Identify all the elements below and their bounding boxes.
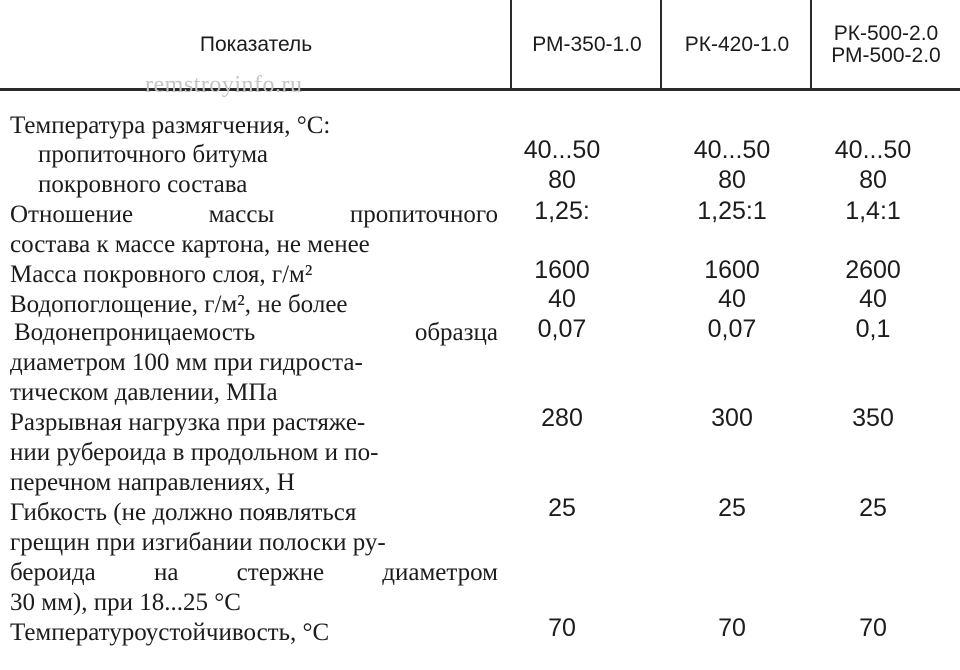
value-cell: 1,4:1 — [845, 197, 901, 225]
value-cell: 280 — [541, 404, 583, 432]
value-cell: 70 — [548, 614, 576, 642]
text: Водонепроницаемость — [14, 319, 256, 346]
row-impermeability-line2: диаметром 100 мм при гидроста- — [10, 349, 363, 376]
row-mass-ratio-line1 — [10, 200, 498, 230]
value-cell: 70 — [718, 614, 746, 642]
text: бероида — [10, 559, 96, 586]
row-impermeability-line3: тическом давлении, МПа — [10, 379, 278, 406]
text: Отношение — [10, 201, 134, 228]
value-cell: 40...50 — [523, 136, 601, 164]
row-coating-compound: покровного состава — [38, 171, 248, 198]
row-flex-line4: 30 мм), при 18...25 °С — [10, 589, 241, 616]
value-cell: 0,07 — [707, 315, 757, 343]
value-cell: 80 — [548, 166, 576, 194]
value-cell: 40 — [718, 285, 746, 313]
row-heat-resistance: Температуроустойчивость, °С — [10, 619, 330, 646]
value-cell: 0,07 — [537, 315, 587, 343]
value-cell: 2600 — [845, 256, 901, 284]
row-flex-line2: грещин при изгибании полоски ру- — [10, 529, 386, 556]
value-cell: 40 — [548, 285, 576, 313]
row-breaking-line3: перечном направлениях, Н — [10, 469, 295, 496]
value-cell: 40 — [859, 285, 887, 313]
value-cell: 40...50 — [834, 136, 912, 164]
value-cell: 1,25:1 — [697, 197, 767, 225]
row-water-absorption: Водопоглощение, г/м², не более — [10, 291, 348, 318]
header-col-rk-420: РК-420-1.0 — [684, 32, 790, 56]
value-cell: 25 — [548, 494, 576, 522]
header-col3-line2: РМ-500-2.0 — [831, 44, 941, 67]
row-breaking-line2: нии рубероида в продольном и по- — [10, 439, 379, 466]
header-parameter: Показатель — [199, 32, 313, 56]
value-cell: 40...50 — [693, 136, 771, 164]
header-col3-line1: РК-500-2.0 — [833, 21, 939, 45]
row-softening-title: Температура размягчения, °С: — [10, 112, 331, 139]
value-cell: 80 — [859, 166, 887, 194]
value-cell: 300 — [711, 404, 753, 432]
value-cell: 1600 — [704, 256, 760, 284]
value-cell: 70 — [859, 614, 887, 642]
value-cell: 1600 — [534, 256, 590, 284]
text: стержне — [236, 559, 325, 586]
row-impermeability-line1 — [14, 318, 498, 348]
header-col-rk-rm-500 — [812, 0, 960, 90]
row-coating-mass: Масса покровного слоя, г/м² — [10, 261, 313, 288]
text: на — [153, 559, 179, 586]
text: образца — [414, 319, 498, 346]
row-flex-line3 — [10, 558, 498, 588]
value-cell: 80 — [718, 166, 746, 194]
row-breaking-line1: Разрывная нагрузка при растяже- — [10, 409, 366, 436]
header-col-rm-350: РМ-350-1.0 — [532, 32, 642, 56]
text: диаметром — [382, 559, 498, 586]
row-impregnating-bitumen: пропиточного битума — [38, 141, 269, 168]
value-cell: 350 — [852, 404, 894, 432]
watermark: remstroyinfo.ru — [145, 72, 303, 98]
value-cell: 25 — [859, 494, 887, 522]
text: пропиточного — [349, 201, 498, 228]
value-cell: 25 — [718, 494, 746, 522]
text: массы — [208, 201, 275, 228]
row-flex-line1: Гибкость (не должно появляться — [10, 499, 357, 526]
value-cell: 1,25: — [534, 197, 590, 225]
header-rule — [0, 88, 960, 91]
value-cell: 0,1 — [855, 315, 891, 343]
row-mass-ratio-line2: состава к массе картона, не менее — [10, 231, 370, 258]
